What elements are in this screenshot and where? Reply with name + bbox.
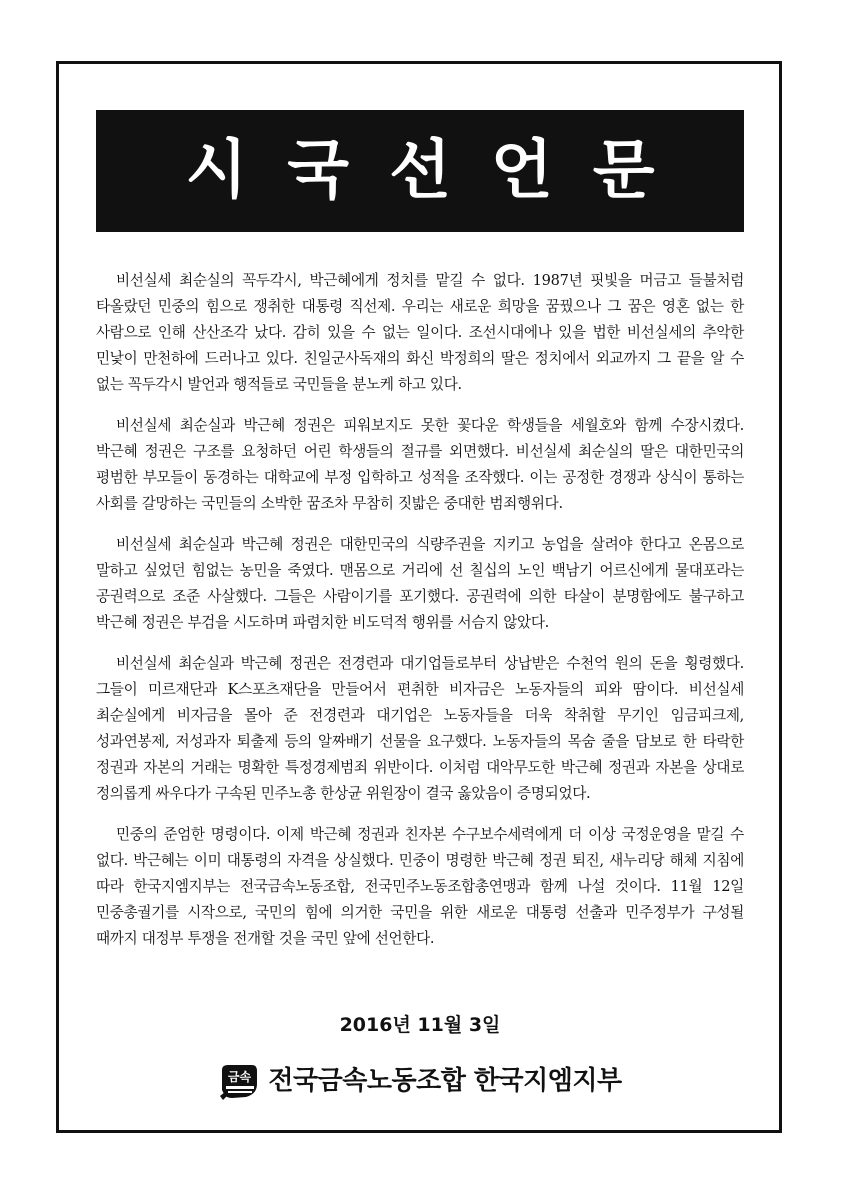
signature-block bbox=[96, 1060, 744, 1102]
title-banner bbox=[96, 110, 744, 232]
paragraph-1: 비선실세 최순실의 꼭두각시, 박근혜에게 정치를 맡길 수 없다. 1987년 핏빛을 머금고 들불처럼 타올랐던 민중의 힘으로 쟁취한 대통령 직선제. 우리는 새로운 희망을 꿈꿨으나 그 꿈은 영혼 없는 한 사람으로 인해 산산조각 났다. 감히 있을 수 없는 일이다. 조선시대에나 있을 법한 비선실세의 추악한 민낯이 만천하에 드러나고 있다. 친일군사독재의 화신 박정희의 딸은 정치에서 외교까지 그 끝을 알 수 없는 꼭두각시 발언과 행적들로 국민들을 분노케 하고 있다. bbox=[96, 272, 744, 393]
declaration-body bbox=[96, 268, 744, 967]
union-fist-logo-icon bbox=[218, 1060, 260, 1102]
paragraph-5: 민중의 준엄한 명령이다. 이제 박근혜 정권과 친자본 수구보수세력에게 더 이상 국정운영을 맡길 수 없다. 박근혜는 이미 대통령의 자격을 상실했다. 민중이 명령한 박근혜 정권 퇴진, 새누리당 해체 지침에 따라 한국지엠지부는 전국금속노동조합, 전국민주노동조합총연맹과 함께 나설 것이다. 11월 12일 민중총궐기를 시작으로, 국민의 힘에 의거한 국민을 위한 새로운 대통령 선출과 민주정부가 구성될 때까지 대정부 투쟁을 전개할 것을 국민 앞에 선언한다. bbox=[96, 826, 744, 947]
paragraph-2: 비선실세 최순실과 박근혜 정권은 피워보지도 못한 꽃다운 학생들을 세월호와 함께 수장시켰다. 박근혜 정권은 구조를 요청하던 어린 학생들의 절규를 외면했다. 비선실세 최순실의 딸은 대한민국의 평범한 부모들이 동경하는 대학교에 부정 입학하고 성적을 조작했다. 이는 공정한 경쟁과 상식이 통하는 사회를 갈망하는 국민들의 소박한 꿈조차 무참히 짓밟은 중대한 범죄행위다. bbox=[96, 417, 744, 512]
declaration-date: 2016년 11월 3일 bbox=[339, 1014, 501, 1036]
paragraph-4: 비선실세 최순실과 박근혜 정권은 전경련과 대기업들로부터 상납받은 수천억 원의 돈을 횡령했다. 그들이 미르재단과 K스포츠재단을 만들어서 편취한 비자금은 노동자들의 피와 땀이다. 비선실세 최순실에게 비자금을 몰아 준 전경련과 대기업은 노동자들을 더욱 착취할 무기인 임금피크제, 성과연봉제, 저성과자 퇴출제 등의 알짜배기 선물을 요구했다. 노동자들의 목숨 줄을 담보로 한 타락한 정권과 자본의 거래는 명확한 특정경제범죄 위반이다. 이처럼 대악무도한 박근혜 정권과 자본을 상대로 정의롭게 싸우다가 구속된 민주노총 한상균 위원장이 결국 옳았음이 증명되었다. bbox=[96, 655, 744, 802]
paragraph-3: 비선실세 최순실과 박근혜 정권은 대한민국의 식량주권을 지키고 농업을 살려야 한다고 온몸으로 말하고 싶었던 힘없는 농민을 죽였다. 맨몸으로 거리에 선 칠십의 노인 백남기 어르신에게 물대포라는 공권력으로 조준 사살했다. 그들은 사람이기를 포기했다. 공권력에 의한 타살이 분명함에도 불구하고 박근혜 정권은 부검을 시도하며 파렴치한 비도덕적 행위를 서슴지 않았다. bbox=[96, 536, 744, 631]
organization-name: 전국금속노동조합 한국지엠지부 bbox=[268, 1066, 622, 1096]
page-title: 시국선언문 bbox=[185, 134, 695, 208]
logo-text: 금속 bbox=[228, 1070, 252, 1084]
